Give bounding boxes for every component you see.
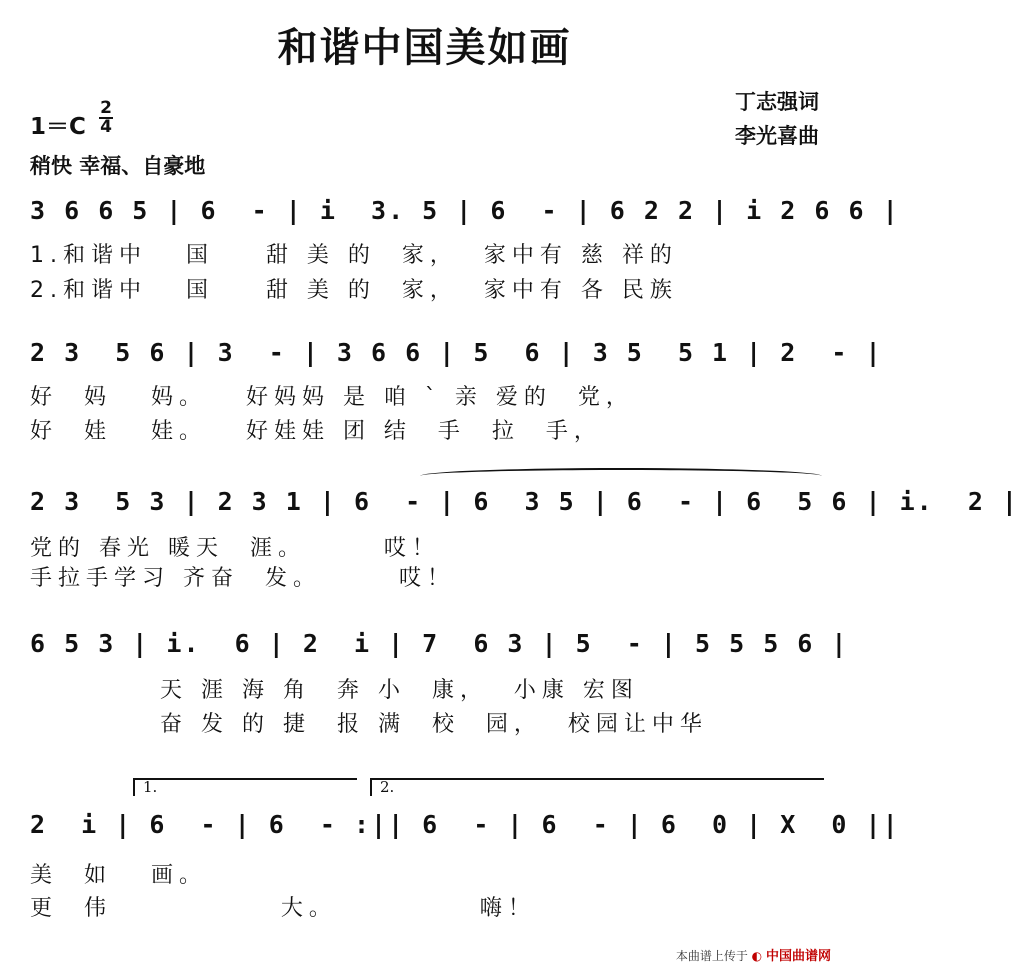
lyric-line-2b: 好 娃 娃。 好娃娃 团 结 手 拉 手， [30, 419, 602, 444]
volta-2-label: 2. [380, 778, 395, 796]
lyric-line-1a: 1.和谐中 国 甜 美 的 家， 家中有 慈 祥的 [30, 243, 678, 268]
composer-credit: 李光喜曲 [735, 124, 819, 148]
lyric-line-2a: 好 妈 妈。 好妈妈 是 咱 ` 亲 爱的 党， [30, 385, 634, 410]
lyric-line-5a: 美 如 画。 [30, 863, 207, 888]
page-title: 和谐中国美如画 [277, 25, 572, 71]
notation-line-4: 6 5 3 | i. 6 | 2 i | 7 6 3 | 5 - | 5 5 5 6 | [30, 629, 849, 658]
volta-1-label: 1. [143, 778, 158, 796]
volta-1-bracket [133, 778, 357, 796]
notation-line-5: 2 i | 6 - | 6 - :|| 6 - | 6 - | 6 0 | X 0 || [30, 810, 900, 839]
meter-bottom: 4 [100, 117, 112, 137]
footer-site-link[interactable]: 中国曲谱网 [765, 949, 831, 964]
tempo-marking: 稍快 幸福、自豪地 [30, 154, 206, 178]
lyric-line-4b: 奋 发 的 捷 报 满 校 园， 校园让中华 [160, 712, 708, 737]
notation-line-2: 2 3 5 6 | 3 - | 3 6 6 | 5 6 | 3 5 5 1 | 2 - | [30, 338, 883, 367]
lyric-line-3b: 手拉手学习 齐奋 发。 哎！ [30, 566, 455, 591]
tie-arc [420, 468, 822, 484]
lyricist-credit: 丁志强词 [735, 90, 819, 114]
notation-line-1: 3 6 6 5 | 6 - | i 3. 5 | 6 - | 6 2 2 | i 2 6 6 | [30, 196, 900, 225]
time-signature [98, 100, 114, 136]
notation-line-3: 2 3 5 3 | 2 3 1 | 6 - | 6 3 5 | 6 - | 6 5 6 | i. 2 | [30, 487, 1019, 516]
meter-top: 2 [100, 98, 112, 118]
site-logo-icon: ◐ [751, 949, 763, 963]
lyric-line-4a: 天 涯 海 角 奔 小 康， 小康 宏图 [160, 678, 639, 703]
lyric-line-1b: 2.和谐中 国 甜 美 的 家， 家中有 各 民族 [30, 278, 678, 303]
lyric-line-3a: 党的 春光 暖天 涯。 哎！ [30, 536, 440, 561]
footer-text: 本曲谱上传于 [675, 949, 748, 963]
lyric-line-5b: 更 伟 大。 嗨！ [30, 896, 536, 921]
volta-2-bracket [370, 778, 824, 796]
footer-credit [676, 945, 831, 964]
key-signature: 1＝C [30, 114, 86, 140]
